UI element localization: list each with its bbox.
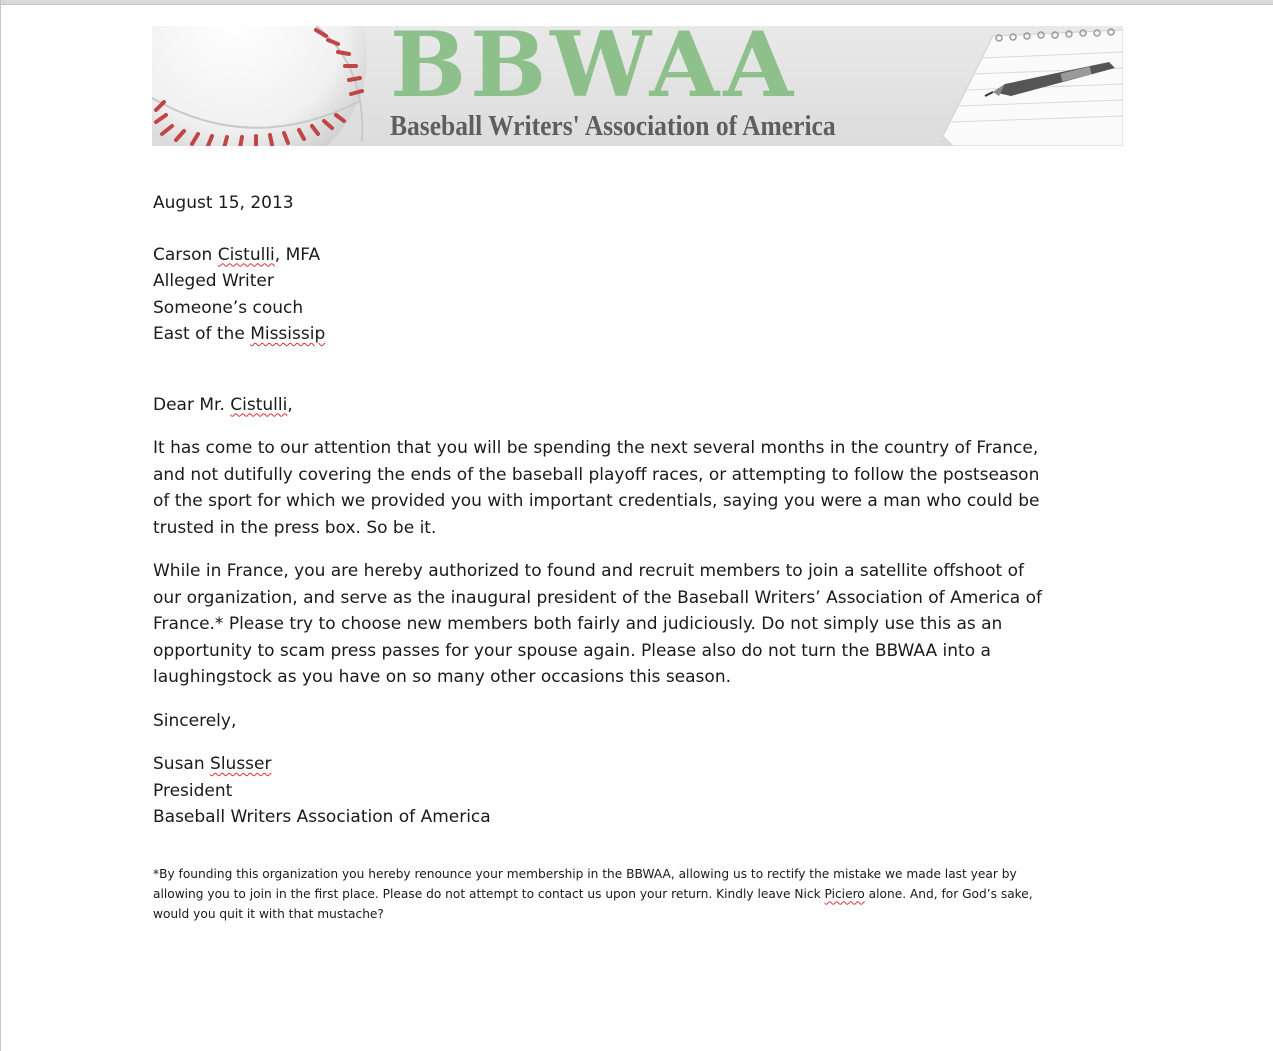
paragraph-1 (153, 435, 1138, 541)
banner-title: BBWAA (390, 26, 798, 118)
recipient-name (153, 242, 1138, 269)
baseball-image (152, 26, 372, 146)
recipient-name-suffix: , MFA (274, 244, 321, 265)
address-line2-word: Mississip (250, 324, 326, 344)
paragraph-line: It has come to our attention that you will be spending the next several months in the country of France, (153, 438, 1039, 458)
letter-body (153, 190, 1138, 924)
footnote-name: Piciero (824, 886, 865, 901)
footnote (153, 864, 1138, 924)
salutation-suffix: , (287, 394, 293, 415)
recipient-address-line2 (153, 321, 1138, 348)
signer-first-name: Susan (153, 754, 211, 774)
letter-date: August 15, 2013 (153, 193, 294, 213)
paragraph-line: While in France, you are hereby authorized to found and recruit members to join a satellite offshoot of (153, 561, 1025, 581)
paragraph-2 (153, 558, 1138, 691)
page-left-edge (0, 0, 1, 1051)
recipient-surname: Cistulli (217, 244, 275, 265)
paragraph-line: our organization, and serve as the inaugural president of the Baseball Writers’ Association of America of (153, 587, 1042, 608)
signer-name (153, 751, 1138, 778)
footnote-line2-prefix: allowing you to join in the first place. Please do not attempt to contact us upon your return. Kindly leave Nick (153, 886, 825, 901)
signature-block (153, 751, 1138, 831)
address-line2-prefix: East of the (153, 324, 251, 344)
letterhead-banner (152, 26, 1123, 146)
footnote-line: *By founding this organization you hereby renounce your membership in the BBWAA, allowing us to rectify the mistake we made last year by (153, 866, 1017, 881)
salutation (153, 392, 1138, 419)
closing: Sincerely, (153, 710, 237, 731)
signer-title: President (153, 780, 233, 801)
footnote-line2-suffix: alone. And, for God’s sake, (864, 886, 1033, 901)
recipient-title: Alleged Writer (153, 271, 274, 291)
paragraph-line: France.* Please try to choose new members both fairly and judiciously. Do not simply use this as an (153, 614, 1003, 634)
notepad-pen-image (933, 26, 1123, 146)
banner-subtitle: Baseball Writers' Association of America (390, 110, 836, 142)
recipient-address-line1: Someone’s couch (153, 297, 304, 318)
recipient-name-prefix: Carson (153, 244, 218, 265)
signer-last-name: Slusser (210, 754, 272, 774)
salutation-prefix: Dear Mr. (153, 394, 231, 415)
recipient-address (153, 242, 1138, 348)
paragraph-line: opportunity to scam press passes for your spouse again. Please also do not turn the BBWAA into a (153, 640, 991, 661)
signer-organization: Baseball Writers Association of America (153, 807, 491, 827)
salutation-name: Cistulli (230, 394, 288, 415)
paragraph-line: laughingstock as you have on so many other occasions this season. (153, 667, 731, 687)
footnote-line: would you quit it with that mustache? (153, 906, 384, 921)
paragraph-line: of the sport for which we provided you with important credentials, saying you were a man who could be (153, 491, 1040, 511)
paragraph-line: trusted in the press box. So be it. (153, 517, 437, 538)
ruler-strip (0, 0, 1273, 5)
footnote-line (153, 884, 1138, 904)
paragraph-line: and not dutifully covering the ends of the baseball playoff races, or attempting to follow the postseason (153, 464, 1040, 485)
